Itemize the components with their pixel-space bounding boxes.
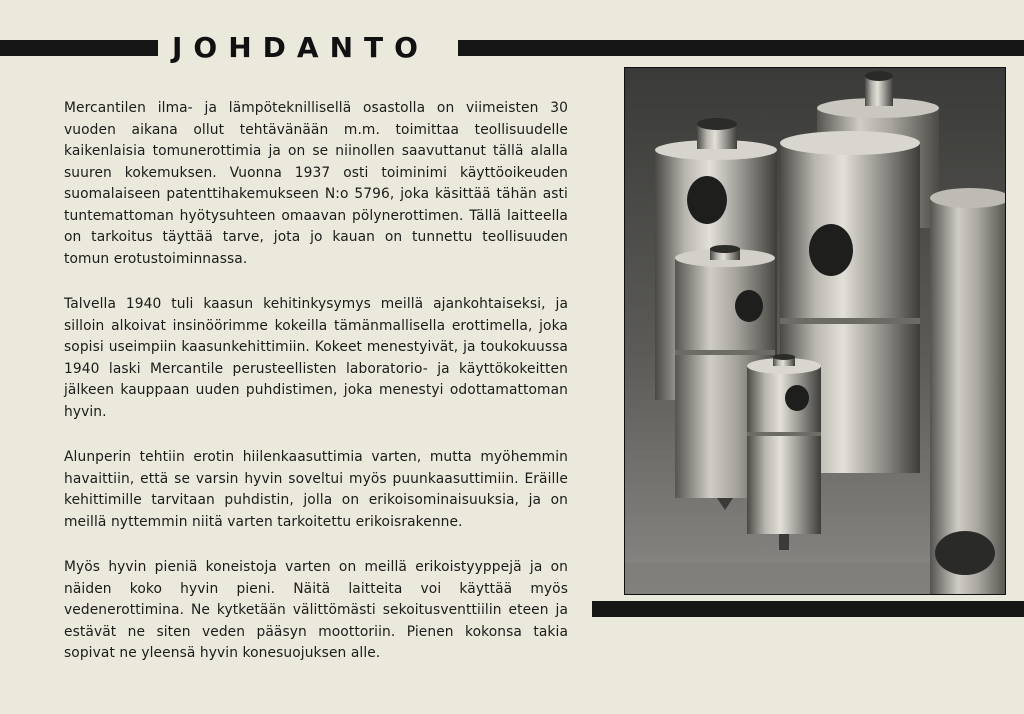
paragraph-3: Alunperin tehtiin erotin hiilenkaasuttimia varten, mutta myöhemmin havaittiin, että se varsin hyvin soveltui myös puunkaasuttimiin. Eräille kehittimille tarvitaan puhdistin, jolla on erikoisominaisuuksia, ja on meillä nyttemmin niitä varten tarkoitettu erikoisrakenne. (64, 449, 568, 530)
paragraph-4: Myös hyvin pieniä koneistoja varten on meillä erikoistyyppejä ja on näiden koko hyvin pieni. Näitä laitteita voi käyttää myös vedenerottimina. Ne kytketään välittömästi sekoitusventtiilin eteen ja estävät ne siten veden pääsyn moottoriin. Pienen kokonsa takia sopivat ne yleensä hyvin konesuojuksen alle. (64, 559, 568, 661)
paragraph-2: Talvella 1940 tuli kaasun kehitinkysymys meillä ajankohtaiseksi, ja silloin alkoivat insinöörimme kokeilla tämänmallisella erottimella, joka sopisi useimpiin kaasunkehittimiin. Kokeet menestyivät, ja toukokuussa 1940 laski Mercantile perusteellisten laboratorio- ja käyttökokeitten jälkeen kauppaan uuden puhdistimen, joka menestyi odottamattoman hyvin. (64, 296, 568, 420)
footer-rule (592, 601, 1024, 617)
paragraph-1: Mercantilen ilma- ja lämpöteknillisellä osastolla on viimeisten 30 vuoden aikana ollut tehtävänään m.m. toimittaa teollisuudelle kaikenlaisia tomunerottimia ja on se niinollen saavuttanut tällä alalla suuren kokemuksen. Vuonna 1937 osti toiminimi käyttöoikeuden suomalaiseen patenttihakemukseen N:o 5796, joka käsittää tähän asti tuntemattoman hyötysuhteen omaavan pölynerottimen. Tällä laitteella on tarkoitus täyttää tarve, jota jo kauan on tunnettu teollisuuden tomun erotustoiminnassa. (64, 100, 568, 267)
product-photo (624, 67, 1006, 595)
header-rule-left (0, 40, 158, 56)
page-title: JOHDANTO (172, 31, 429, 64)
cylinder-small (747, 366, 821, 534)
gas-cleaners-illustration (625, 68, 1005, 594)
header-rule-right (458, 40, 1024, 56)
body-text (64, 98, 568, 689)
